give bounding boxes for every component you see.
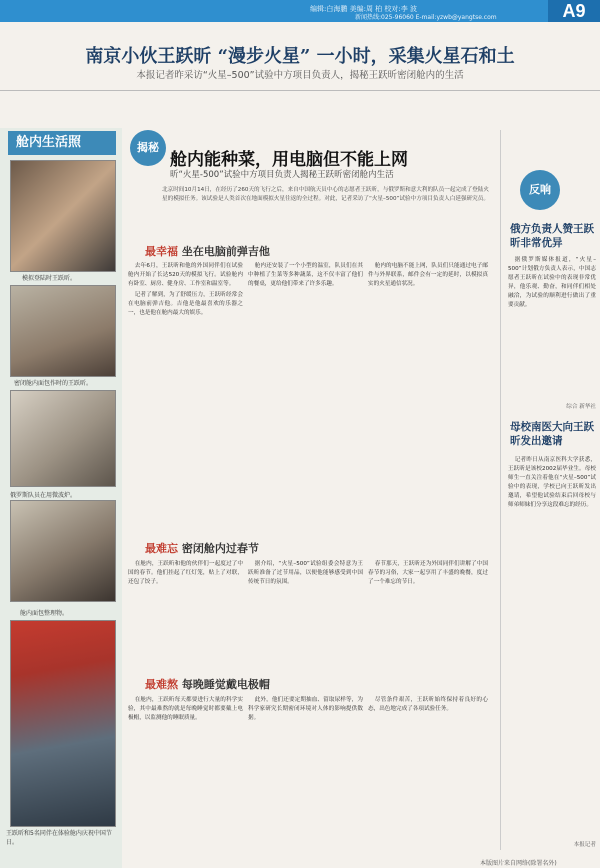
photo-spring-festival — [10, 620, 116, 827]
column-divider — [500, 130, 501, 850]
feature-intro: 北京时间10月14日，在经历了260天的飞行之后，来自中国航天员中心的志愿者王跃昕，与俄罗斯和意大利的队员一起完成了登陆火星的模拟任务。该试验是人类首次在地面模拟火星往返的全过程。对此，记者采访了“火星–500”试验中方项目负责人白延强研究员。 — [162, 187, 489, 202]
masthead-contact: 新闻热线:025-96060 E-mail:yzwb@yangtse.com — [355, 14, 497, 21]
photo-caption-5: 王跃昕和5名同伴在体验舱内庆祝中国节日。 — [6, 830, 112, 846]
feature-badge: 揭秘 — [130, 130, 166, 166]
photo-credit-footer: 本版图片来自网络(除署名外) — [480, 860, 557, 867]
section-3-title: 每晚睡觉戴电极帽 — [181, 678, 270, 691]
page-number: A9 — [548, 0, 600, 22]
section-2-heading — [145, 540, 259, 556]
photo-caption-4: 舱内面包整理物。 — [20, 610, 69, 617]
photo-cabin-supplies — [10, 500, 116, 602]
reaction-1-body — [508, 256, 596, 396]
photo-caption-1: 模拟登陆时王跃昕。 — [22, 275, 77, 282]
feature-title: 舱内能种菜，用电脑但不能上网 — [170, 150, 408, 170]
paragraph: 去年6月，王跃昕和他的外国同伴们在试验舱内开始了长达520天的模拟飞行。试验舱内有卧室、厨房、健身房、工作室和温室等。 — [128, 263, 243, 287]
photo-microwave — [10, 390, 116, 487]
reaction-2-body — [508, 456, 596, 836]
section-1-heading — [145, 243, 270, 259]
section-2-col-2 — [248, 560, 363, 670]
paragraph: 舱内的电脑不能上网，队员们只能通过电子邮件与外界联系，邮件会有一定的延时，以模拟真实的火星通信状况。 — [368, 263, 488, 287]
section-2-col-1 — [128, 560, 243, 670]
feature-subtitle: 昕“火星-500”试验中方项目负责人揭秘王跃昕密闭舱内生活 — [170, 170, 394, 180]
reaction-1-author: 综合 新华社 — [566, 404, 596, 410]
paragraph: 在舱内，王跃昕和他的伙伴们一起度过了中国的春节。他们挂起了红灯笼，贴上了对联，还包了饺子。 — [128, 561, 243, 585]
section-3-col-3 — [368, 696, 488, 846]
page-headline: 南京小伙王跃昕 “漫步火星” 一小时，采集火星石和土 — [85, 46, 515, 67]
sidebar-title: 舱内生活照 — [8, 131, 116, 155]
paragraph: 在舱内，王跃昕每天都要进行大量的科学实验，其中最难熬的就是每晚睡觉时都要戴上电极帽，以监测他的睡眠质量。 — [128, 697, 243, 721]
section-2-title: 密闭舱内过春节 — [181, 542, 259, 555]
section-1-kicker: 最幸福 — [145, 245, 178, 258]
paragraph: 据俄罗斯媒体报道，“火星–500”计划俄方负责人表示，中国志愿者王跃昕在试验中的表现非常优异，他乐观、勤奋，和同伴们相处融洽，为试验的顺利进行做出了重要贡献。 — [508, 257, 596, 308]
photo-caption-2: 密闭舱内面包作时的王跃昕。 — [14, 380, 93, 387]
section-1-col-2 — [248, 262, 363, 532]
header-divider — [0, 90, 600, 91]
masthead-credits: 编辑:白海鹏 美编:周 柏 校对:李 波 — [310, 5, 417, 13]
section-3-col-2 — [248, 696, 363, 846]
section-1-col-1 — [128, 262, 243, 532]
reaction-badge: 反响 — [520, 170, 560, 210]
paragraph: 尽管条件艰苦，王跃昕始终保持着良好的心态，出色地完成了各项试验任务。 — [368, 697, 488, 712]
photo-astronaut-suit — [10, 160, 116, 272]
paragraph: 春节那天，王跃昕还为外国同伴们讲解了中国春节的习俗，大家一起享用了丰盛的晚餐，度过了一个难忘的节日。 — [368, 561, 488, 585]
page-subheadline: 本报记者昨采访“火星–500”试验中方项目负责人，揭秘王跃昕密闭舱内的生活 — [136, 70, 464, 81]
photo-caption-3: 俄罗斯队员在用微波炉。 — [10, 492, 77, 499]
section-2-kicker: 最难忘 — [145, 542, 178, 555]
section-3-col-1 — [128, 696, 243, 846]
paragraph: 记者昨日从南京医科大学获悉，王跃昕是该校2002届毕业生。母校师生一直关注着他在“火星–500”试验中的表现，学校已向王跃昕发出邀请，希望他试验结束后回母校与师弟师妹们分享这段难忘的经历。 — [508, 457, 596, 508]
paragraph: 舱内还安装了一个小型的温室，队员们在其中种植了生菜等多种蔬菜，这不仅丰富了他们的餐桌，更给他们带来了许多乐趣。 — [248, 263, 363, 287]
section-1-title: 坐在电脑前弹吉他 — [181, 245, 270, 258]
paragraph: 据介绍，“火星–500”试验组委会特意为王跃昕准备了过节用品，以便他能够感受到中国传统节日的氛围。 — [248, 561, 363, 585]
paragraph: 记者了解到，为了舒缓压力，王跃昕经常会在电脑前弹吉他。吉他是他最喜欢的乐器之一，也是他在舱内最大的娱乐。 — [128, 292, 243, 316]
section-3-kicker: 最难熬 — [145, 678, 178, 691]
photo-cooking — [10, 285, 116, 377]
section-1-col-3 — [368, 262, 488, 532]
section-3-heading — [145, 676, 270, 692]
paragraph: 此外，他们还要定期抽血、留取尿样等，为科学家研究长期密闭环境对人体的影响提供数据。 — [248, 697, 363, 721]
reaction-2-title: 母校南医大向王跃昕发出邀请 — [510, 421, 594, 447]
reaction-1-title: 俄方负责人赞王跃昕非常优异 — [510, 223, 594, 249]
section-2-col-3 — [368, 560, 488, 670]
reaction-2-author: 本报记者 — [573, 842, 596, 848]
masthead-bar — [0, 0, 600, 22]
